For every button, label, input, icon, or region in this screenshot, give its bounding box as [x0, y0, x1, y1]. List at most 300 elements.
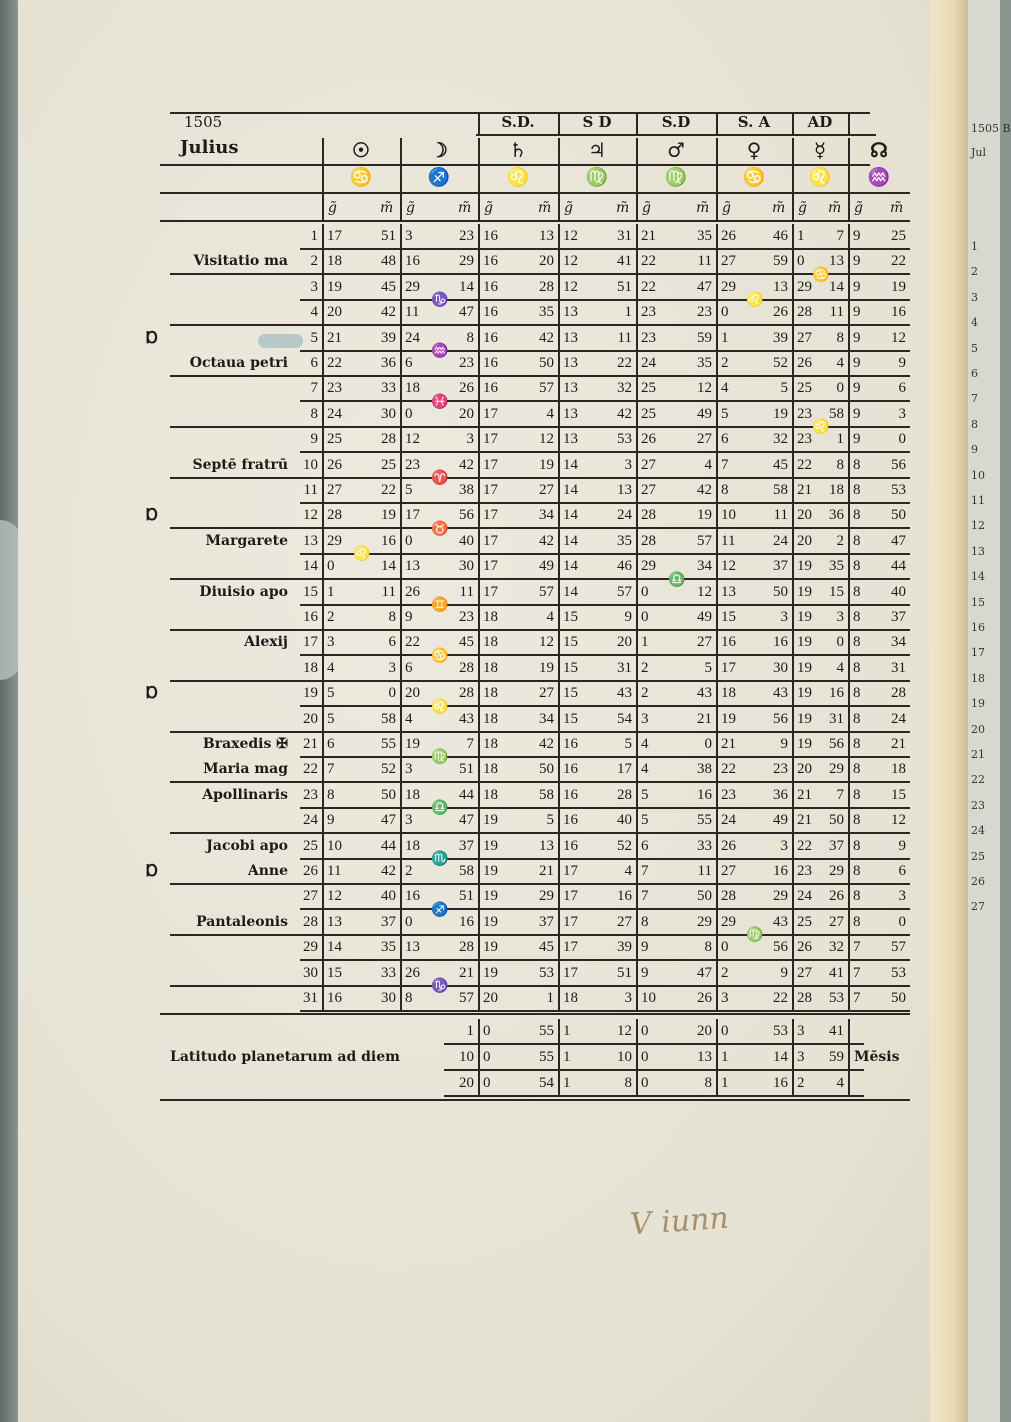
minutes-cell: 14 — [381, 558, 396, 575]
degrees-cell: 18 — [483, 634, 498, 651]
degrees-cell: 25 — [797, 380, 812, 397]
minutes-cell: 13 — [617, 482, 632, 498]
minutes-cell: 1 — [546, 990, 554, 1006]
aspect-label: S D — [582, 113, 612, 131]
minutes-cell: 51 — [459, 761, 474, 778]
minutes-cell: 5 — [780, 380, 788, 397]
degrees-cell: 25 — [641, 380, 656, 397]
minutes-cell: 0 — [388, 685, 396, 702]
degrees-cell: 20 — [797, 761, 812, 778]
degrees-cell: 9 — [641, 939, 649, 956]
degrees-cell: 17 — [483, 532, 498, 549]
degrees-cell: 23 — [797, 431, 812, 448]
table-row — [0, 453, 1000, 478]
minutes-cell: 14 — [459, 278, 474, 295]
minutes-cell: 31 — [891, 659, 906, 676]
degrees-cell: 16 — [483, 228, 498, 244]
minutes-unit-label: m̃ — [458, 200, 472, 216]
degrees-cell: 10 — [327, 837, 342, 854]
degrees-cell: 1 — [327, 583, 335, 600]
minutes-cell: 23 — [697, 304, 712, 321]
degrees-cell: 7 — [641, 863, 649, 879]
minutes-cell: 3 — [898, 405, 906, 422]
minutes-cell: 19 — [891, 278, 906, 295]
adjacent-page-month: Jul — [971, 146, 987, 159]
moon-phase-icon: Ɒ — [146, 329, 159, 347]
minutes-cell: 2 — [836, 532, 844, 549]
table-row — [0, 580, 1000, 605]
feast-day-label: Octaua petri — [189, 355, 288, 371]
table-row — [0, 986, 1000, 1011]
minutes-cell: 52 — [773, 355, 788, 371]
degrees-cell: 26 — [327, 456, 342, 473]
latitude-day: 1 — [466, 1023, 474, 1040]
minutes-cell: 58 — [539, 786, 554, 803]
minutes-cell: 12 — [697, 583, 712, 600]
minutes-cell: 57 — [697, 532, 712, 549]
minutes-cell: 6 — [898, 380, 906, 397]
minutes-cell: 59 — [697, 329, 712, 346]
degrees-cell: 7 — [641, 888, 649, 905]
venus-icon: ♀ — [746, 138, 762, 162]
adjacent-page-day: 26 — [971, 875, 985, 888]
degrees-cell: 28 — [721, 888, 736, 905]
minutes-cell: 5 — [546, 812, 554, 829]
day-number: 5 — [310, 329, 318, 346]
minutes-cell: 58 — [773, 482, 788, 498]
minutes-cell: 13 — [539, 228, 554, 244]
minutes-cell: 38 — [459, 482, 474, 498]
latitude-minutes: 53 — [773, 1023, 788, 1040]
minutes-cell: 43 — [459, 710, 474, 727]
degrees-cell: 20 — [483, 990, 498, 1006]
degrees-cell: 8 — [853, 659, 861, 676]
minutes-cell: 53 — [539, 964, 554, 981]
degrees-cell: 8 — [853, 482, 861, 498]
latitude-rule — [444, 1095, 864, 1097]
minutes-cell: 43 — [697, 685, 712, 702]
minutes-cell: 55 — [697, 812, 712, 829]
cancer-icon: ♋ — [349, 167, 373, 188]
latitude-degrees: 0 — [483, 1049, 491, 1066]
minutes-cell: 56 — [773, 710, 788, 727]
degrees-cell: 5 — [721, 405, 729, 422]
day-number: 6 — [310, 355, 318, 371]
minutes-cell: 3 — [836, 609, 844, 625]
minutes-cell: 4 — [704, 456, 712, 473]
minutes-cell: 53 — [829, 990, 844, 1006]
degrees-cell: 21 — [641, 228, 656, 244]
adjacent-page-day: 9 — [971, 443, 978, 457]
degrees-cell: 25 — [327, 431, 342, 448]
sign-rule — [160, 192, 910, 194]
minutes-cell: 47 — [697, 964, 712, 981]
minutes-cell: 0 — [836, 380, 844, 397]
degrees-cell: 5 — [641, 786, 649, 803]
degrees-cell: 8 — [853, 736, 861, 752]
day-number: 22 — [303, 761, 318, 778]
minutes-cell: 57 — [539, 583, 554, 600]
latitude-day: 20 — [459, 1075, 474, 1092]
degrees-cell: 10 — [641, 990, 656, 1006]
day-number: 16 — [303, 609, 318, 625]
day-number: 9 — [310, 431, 318, 448]
minutes-cell: 28 — [459, 685, 474, 702]
degrees-cell: 8 — [853, 456, 861, 473]
adjacent-page-day: 6 — [971, 367, 978, 380]
minutes-cell: 22 — [891, 253, 906, 270]
table-row — [0, 249, 1000, 274]
minutes-cell: 28 — [381, 431, 396, 448]
latitude-divider — [636, 1019, 638, 1097]
feast-day-label: Septē fratrū — [192, 456, 288, 473]
latitude-degrees: 3 — [797, 1049, 805, 1066]
degrees-cell: 0 — [405, 405, 413, 422]
degrees-cell: 4 — [641, 736, 649, 752]
minutes-cell: 4 — [624, 863, 632, 879]
virgo-icon: ♍ — [746, 927, 764, 944]
minutes-cell: 33 — [381, 380, 396, 397]
minutes-cell: 31 — [829, 710, 844, 727]
degrees-cell: 18 — [483, 685, 498, 702]
jupiter-icon: ♃ — [588, 138, 606, 162]
minutes-cell: 42 — [381, 863, 396, 879]
minutes-unit-label: m̃ — [890, 200, 904, 216]
minutes-cell: 52 — [381, 761, 396, 778]
feast-day-label: Visitatio ma — [193, 253, 288, 270]
minutes-cell: 34 — [891, 634, 906, 651]
minutes-cell: 56 — [459, 507, 474, 524]
leo-icon: ♌ — [808, 167, 832, 188]
gemini-icon: ♊ — [431, 597, 449, 613]
day-number: 21 — [303, 736, 318, 752]
sun-icon: ☉ — [352, 138, 370, 162]
adjacent-page-day: 27 — [971, 900, 985, 914]
table-row — [0, 834, 1000, 859]
degrees-cell: 29 — [641, 558, 656, 575]
latitude-minutes: 41 — [829, 1023, 844, 1040]
day-number: 7 — [310, 380, 318, 397]
row-rule — [300, 1010, 910, 1012]
degrees-cell: 13 — [563, 431, 578, 448]
degrees-cell: 25 — [641, 405, 656, 422]
minutes-cell: 50 — [539, 355, 554, 371]
day-number: 10 — [303, 456, 318, 473]
degrees-cell: 16 — [405, 888, 420, 905]
day-number: 26 — [303, 863, 318, 879]
minutes-cell: 48 — [381, 253, 396, 270]
minutes-unit-label: m̃ — [828, 200, 842, 216]
degrees-cell: 16 — [483, 253, 498, 270]
degrees-cell: 9 — [853, 278, 861, 295]
minutes-cell: 29 — [697, 913, 712, 930]
minutes-cell: 0 — [836, 634, 844, 651]
latitude-minutes: 55 — [539, 1023, 554, 1040]
lunar-node-icon: ☊ — [870, 138, 888, 162]
latitude-minutes: 13 — [697, 1049, 712, 1066]
unit-rule — [160, 220, 910, 222]
minutes-cell: 36 — [381, 355, 396, 371]
minutes-cell: 51 — [459, 888, 474, 905]
minutes-cell: 38 — [697, 761, 712, 778]
minutes-cell: 42 — [617, 405, 632, 422]
table-row — [0, 884, 1000, 909]
minutes-cell: 29 — [459, 253, 474, 270]
latitude-divider — [792, 1019, 794, 1097]
minutes-cell: 22 — [617, 355, 632, 371]
degrees-cell: 3 — [721, 990, 729, 1006]
feast-day-label: Margarete — [205, 532, 288, 549]
minutes-cell: 27 — [829, 913, 844, 930]
degrees-cell: 3 — [405, 228, 413, 244]
latitude-degrees: 1 — [563, 1075, 571, 1092]
minutes-cell: 16 — [459, 913, 474, 930]
day-number: 1 — [310, 228, 318, 244]
degrees-cell: 16 — [563, 761, 578, 778]
degrees-cell: 18 — [405, 837, 420, 854]
feast-day-label: Diuisio apo — [199, 583, 288, 600]
minutes-cell: 14 — [829, 278, 844, 295]
degrees-cell: 14 — [563, 507, 578, 524]
degrees-unit-label: g̃ — [642, 200, 651, 216]
degrees-cell: 5 — [327, 710, 335, 727]
degrees-cell: 16 — [327, 990, 342, 1006]
degrees-cell: 13 — [405, 558, 420, 575]
minutes-cell: 35 — [697, 228, 712, 244]
header-column-divider — [792, 138, 794, 220]
minutes-cell: 57 — [539, 380, 554, 397]
degrees-cell: 19 — [483, 837, 498, 854]
minutes-cell: 8 — [836, 456, 844, 473]
day-number: 19 — [303, 685, 318, 702]
degrees-cell: 19 — [797, 634, 812, 651]
adjacent-page-day: 4 — [971, 316, 978, 330]
degrees-cell: 24 — [721, 812, 736, 829]
header-column-divider — [400, 138, 402, 220]
minutes-cell: 17 — [617, 761, 632, 778]
degrees-cell: 8 — [853, 583, 861, 600]
minutes-cell: 40 — [459, 532, 474, 549]
minutes-cell: 7 — [466, 736, 474, 752]
moon-icon: ☽ — [430, 138, 448, 162]
minutes-cell: 52 — [617, 837, 632, 854]
aspect-divider — [848, 112, 850, 134]
day-number: 15 — [303, 583, 318, 600]
minutes-cell: 50 — [697, 888, 712, 905]
degrees-cell: 6 — [405, 355, 413, 371]
degrees-cell: 18 — [483, 761, 498, 778]
degrees-cell: 19 — [483, 939, 498, 956]
minutes-cell: 49 — [773, 812, 788, 829]
degrees-cell: 8 — [853, 609, 861, 625]
latitude-minutes: 12 — [617, 1023, 632, 1040]
minutes-cell: 23 — [459, 228, 474, 244]
adjacent-page-day: 8 — [971, 417, 978, 431]
degrees-cell: 12 — [563, 228, 578, 244]
degrees-cell: 15 — [563, 634, 578, 651]
minutes-cell: 30 — [459, 558, 474, 575]
adjacent-page-day: 19 — [971, 697, 985, 711]
minutes-cell: 32 — [617, 380, 632, 397]
degrees-cell: 18 — [483, 736, 498, 752]
degrees-cell: 3 — [327, 634, 335, 651]
degrees-cell: 19 — [797, 583, 812, 600]
degrees-cell: 9 — [853, 329, 861, 346]
minutes-cell: 47 — [459, 304, 474, 321]
minutes-cell: 30 — [773, 659, 788, 676]
day-number: 29 — [303, 939, 318, 956]
degrees-cell: 8 — [721, 482, 729, 498]
table-row — [0, 910, 1000, 935]
minutes-cell: 56 — [829, 736, 844, 752]
degrees-cell: 16 — [563, 837, 578, 854]
minutes-cell: 50 — [829, 812, 844, 829]
day-number: 25 — [303, 837, 318, 854]
degrees-cell: 16 — [721, 634, 736, 651]
degrees-cell: 18 — [405, 786, 420, 803]
minutes-cell: 0 — [704, 736, 712, 752]
minutes-cell: 24 — [617, 507, 632, 524]
minutes-cell: 36 — [773, 786, 788, 803]
minutes-cell: 15 — [891, 786, 906, 803]
adjacent-page-day: 24 — [971, 824, 985, 838]
minutes-cell: 29 — [829, 863, 844, 879]
degrees-cell: 2 — [721, 964, 729, 981]
adjacent-page-day: 13 — [971, 544, 985, 558]
degrees-cell: 21 — [327, 329, 342, 346]
degrees-cell: 0 — [405, 532, 413, 549]
aspect-divider — [558, 112, 560, 134]
minutes-cell: 26 — [697, 990, 712, 1006]
minutes-cell: 5 — [624, 736, 632, 752]
feast-day-label: Alexij — [244, 634, 288, 651]
degrees-cell: 13 — [327, 913, 342, 930]
minutes-cell: 50 — [891, 990, 906, 1006]
degrees-cell: 29 — [721, 913, 736, 930]
minutes-cell: 42 — [539, 532, 554, 549]
degrees-cell: 15 — [563, 710, 578, 727]
degrees-cell: 17 — [563, 888, 578, 905]
degrees-cell: 0 — [641, 583, 649, 600]
degrees-cell: 18 — [721, 685, 736, 702]
degrees-cell: 16 — [483, 355, 498, 371]
leo-icon: ♌ — [353, 546, 371, 563]
degrees-cell: 22 — [405, 634, 420, 651]
minutes-cell: 39 — [773, 329, 788, 346]
minutes-cell: 45 — [381, 278, 396, 295]
minutes-cell: 44 — [459, 786, 474, 803]
minutes-cell: 54 — [617, 710, 632, 727]
degrees-cell: 21 — [797, 812, 812, 829]
degrees-cell: 8 — [853, 507, 861, 524]
degrees-cell: 9 — [853, 228, 861, 244]
degrees-cell: 9 — [853, 253, 861, 270]
month-label: Julius — [180, 137, 239, 158]
aspect-divider — [792, 112, 794, 134]
minutes-cell: 45 — [459, 634, 474, 651]
minutes-cell: 27 — [539, 685, 554, 702]
minutes-cell: 7 — [836, 786, 844, 803]
adjacent-page-day: 11 — [971, 494, 985, 507]
minutes-cell: 16 — [617, 888, 632, 905]
minutes-cell: 23 — [773, 761, 788, 778]
minutes-cell: 39 — [617, 939, 632, 956]
minutes-unit-label: m̃ — [616, 200, 630, 216]
degrees-cell: 6 — [641, 837, 649, 854]
degrees-cell: 8 — [853, 913, 861, 930]
table-row — [0, 605, 1000, 630]
degrees-cell: 4 — [721, 380, 729, 397]
minutes-cell: 34 — [539, 507, 554, 524]
minutes-cell: 11 — [773, 507, 788, 524]
sagittarius-icon: ♐ — [427, 167, 451, 188]
degrees-cell: 14 — [563, 558, 578, 575]
minutes-cell: 9 — [624, 609, 632, 625]
minutes-cell: 50 — [381, 786, 396, 803]
degrees-cell: 0 — [797, 253, 805, 270]
adjacent-page-day: 14 — [971, 570, 985, 584]
degrees-cell: 13 — [563, 405, 578, 422]
degrees-cell: 8 — [641, 913, 649, 930]
minutes-cell: 32 — [829, 939, 844, 956]
table-row — [0, 859, 1000, 884]
degrees-cell: 23 — [327, 380, 342, 397]
degrees-cell: 22 — [797, 837, 812, 854]
degrees-cell: 18 — [483, 659, 498, 676]
degrees-cell: 23 — [797, 863, 812, 879]
minutes-cell: 27 — [539, 482, 554, 498]
minutes-cell: 3 — [466, 431, 474, 448]
degrees-cell: 27 — [797, 964, 812, 981]
table-row — [0, 783, 1000, 808]
minutes-cell: 19 — [539, 456, 554, 473]
aspect-label: S.D. — [501, 113, 535, 131]
minutes-cell: 49 — [697, 609, 712, 625]
feast-day-label: Apollinaris — [202, 786, 288, 803]
minutes-cell: 37 — [381, 913, 396, 930]
latitude-divider — [478, 1019, 480, 1097]
minutes-cell: 40 — [617, 812, 632, 829]
minutes-cell: 16 — [891, 304, 906, 321]
table-row — [0, 707, 1000, 732]
degrees-cell: 23 — [797, 405, 812, 422]
minutes-cell: 41 — [829, 964, 844, 981]
minutes-cell: 9 — [898, 837, 906, 854]
minutes-cell: 35 — [539, 304, 554, 321]
minutes-cell: 46 — [773, 228, 788, 244]
minutes-cell: 49 — [539, 558, 554, 575]
degrees-cell: 8 — [853, 634, 861, 651]
degrees-cell: 19 — [405, 736, 420, 752]
latitude-degrees: 1 — [563, 1023, 571, 1040]
latitude-minutes: 4 — [836, 1075, 844, 1092]
degrees-cell: 4 — [405, 710, 413, 727]
minutes-cell: 11 — [697, 863, 712, 879]
degrees-cell: 2 — [641, 685, 649, 702]
degrees-unit-label: g̃ — [854, 200, 863, 216]
degrees-cell: 22 — [327, 355, 342, 371]
feast-day-label: Pantaleonis — [196, 913, 288, 930]
degrees-cell: 27 — [641, 456, 656, 473]
day-number: 23 — [303, 786, 318, 803]
degrees-cell: 15 — [721, 609, 736, 625]
minutes-cell: 3 — [624, 456, 632, 473]
minutes-cell: 4 — [836, 355, 844, 371]
minutes-cell: 9 — [898, 355, 906, 371]
minutes-cell: 53 — [891, 964, 906, 981]
day-number: 24 — [303, 812, 318, 829]
minutes-cell: 56 — [891, 456, 906, 473]
